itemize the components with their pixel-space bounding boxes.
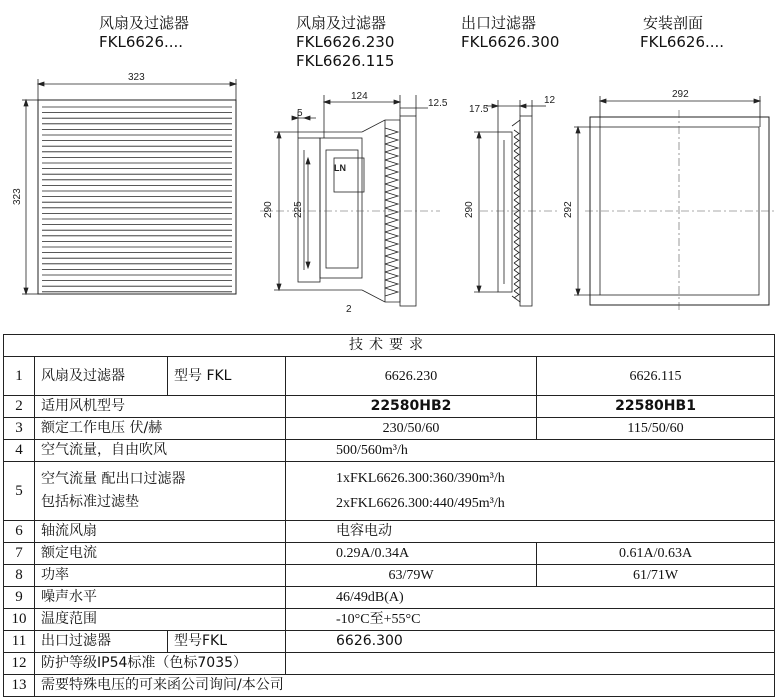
dim-side-flange: 12.5 [428,98,448,109]
table-row [4,357,775,396]
row-value-230: 230/50/60 [286,418,537,440]
row-label: 适用风机型号 [35,396,286,418]
caption-title: 出口过滤器 [461,14,537,32]
row-label: 空气流量 配出口过滤器 [41,471,186,487]
row-number: 13 [4,675,35,697]
row-value: 500/560m³/h [286,440,775,462]
caption-title: 风扇及过滤器 [99,14,190,32]
terminal-label: LN [334,163,346,173]
side-view-drawing [274,95,428,306]
row-label: 防护等级IP54标准（色标7035） [35,653,286,675]
row-number: 12 [4,653,35,675]
table-row [4,543,775,565]
dim-cutout-width: 292 [672,89,689,100]
caption-model: FKL6626.115 [296,52,395,70]
row-empty [286,653,775,675]
row-label: 轴流风扇 [35,521,286,543]
table-row [4,396,775,418]
dim-side-depth: 124 [351,91,368,102]
table-row [4,521,775,543]
caption-title: 安装剖面 [643,14,704,32]
dim-front-width: 323 [128,72,145,83]
table-row [4,462,775,521]
dim-side-height: 290 [263,201,274,218]
row-value: -10°C至+55°C [286,609,775,631]
dim-side-offset: 5 [297,108,303,119]
caption-model: FKL6626.... [99,33,184,51]
row-model-label: 型号FKL [168,631,286,653]
dim-front-height: 323 [12,188,23,205]
filter-fins [514,130,519,298]
table-row [4,675,775,697]
row-label-cell [35,462,286,521]
row-value: 1xFKL6626.300:360/390m³/h [336,471,505,486]
row-value-115: 115/50/60 [537,418,775,440]
dim-outlet-depth: 17.5 [469,104,489,115]
row-number: 10 [4,609,35,631]
row-number: 11 [4,631,35,653]
dim-outlet-height: 290 [464,201,475,218]
row-label: 空气流量，自由吹风 [35,440,286,462]
table-row [4,631,775,653]
caption-model: FKL6626.300 [461,33,560,51]
row-value: 6626.300 [286,631,775,653]
dim-side-inner: 225 [293,201,304,218]
row-label: 额定工作电压 伏/赫 [35,418,286,440]
dim-cutout-height: 292 [563,201,574,218]
row-label: 温度范围 [35,609,286,631]
row-value-230: 0.29A/0.34A [286,543,537,565]
row-value-115: 61/71W [537,565,775,587]
row-value-115: 6626.115 [537,357,775,396]
row-value-230: 63/79W [286,565,537,587]
row-label: 出口过滤器 [35,631,168,653]
caption-title: 风扇及过滤器 [296,14,387,32]
table-row [4,609,775,631]
row-number: 2 [4,396,35,418]
table-row [4,653,775,675]
row-label: 功率 [35,565,286,587]
filter-fins [385,128,398,296]
row-number: 1 [4,357,35,396]
row-number: 6 [4,521,35,543]
row-label: 噪声水平 [35,587,286,609]
row-value: 电容电动 [286,521,775,543]
row-number: 7 [4,543,35,565]
row-label-line2: 包括标准过滤垫 [41,494,139,510]
row-label: 额定电流 [35,543,286,565]
row-number: 5 [4,462,35,521]
row-number: 8 [4,565,35,587]
row-number: 3 [4,418,35,440]
table-row [4,587,775,609]
dim-outlet-flange: 12 [544,95,556,106]
mounting-cutout-drawing [574,96,769,305]
caption-model: FKL6626.230 [296,33,395,51]
row-model-label: 型号 FKL [168,357,286,396]
front-view-drawing [22,79,236,294]
table-header-row [4,335,775,357]
outlet-filter-drawing [474,100,546,306]
table-header: 技术要求 [4,335,775,357]
row-value-line2: 2xFKL6626.300:440/495m³/h [336,496,505,511]
row-value-230: 6626.230 [286,357,537,396]
row-number: 9 [4,587,35,609]
row-value-115: 22580HB1 [537,396,775,418]
row-value: 46/49dB(A) [286,587,775,609]
table-row [4,440,775,462]
technical-drawings [0,0,776,330]
row-value-115: 0.61A/0.63A [537,543,775,565]
caption-model: FKL6626.... [640,33,725,51]
row-label: 风扇及过滤器 [35,357,168,396]
row-value-230: 22580HB2 [286,396,537,418]
spec-table [3,334,775,697]
table-row [4,418,775,440]
table-row [4,565,775,587]
row-value-cell [286,462,775,521]
dim-side-bottom: 2 [346,304,352,315]
row-label: 需要特殊电压的可来函公司询问/本公司 [35,675,775,697]
row-number: 4 [4,440,35,462]
